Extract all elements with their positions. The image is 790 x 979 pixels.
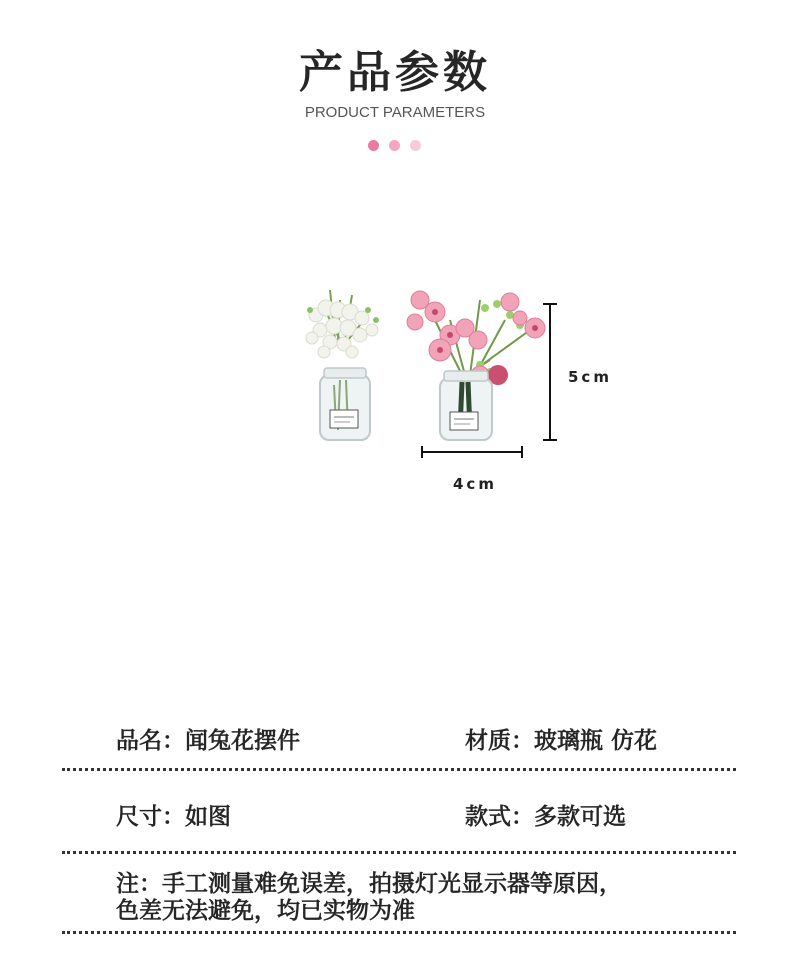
divider-3 (62, 931, 736, 934)
dot-2 (389, 140, 400, 151)
pink-flower-jar (407, 291, 545, 440)
dot-3 (410, 140, 421, 151)
width-label: 4cm (453, 475, 497, 493)
note-line-1: 注：手工测量难免误差，拍摄灯光显示器等原因， (116, 871, 622, 897)
disclaimer-note (116, 871, 716, 925)
page-title: 产品参数 (299, 47, 491, 98)
white-flower-jar (306, 290, 379, 440)
product-name: 品名：闻兔花摆件 (116, 728, 300, 754)
divider-1 (62, 768, 736, 771)
dot-1 (368, 140, 379, 151)
height-label: 5cm (568, 368, 612, 386)
decorative-dots (368, 140, 421, 151)
divider-2 (62, 851, 736, 854)
width-dimension-line (422, 446, 522, 458)
product-material: 材质：玻璃瓶 仿花 (465, 728, 658, 754)
page-subtitle: PRODUCT PARAMETERS (304, 104, 486, 121)
note-line-2: 色差无法避免，均已实物为准 (116, 898, 415, 924)
product-style: 款式：多款可选 (465, 804, 626, 830)
height-dimension-line (543, 304, 557, 440)
product-size: 尺寸：如图 (116, 804, 231, 830)
product-image (290, 280, 570, 500)
